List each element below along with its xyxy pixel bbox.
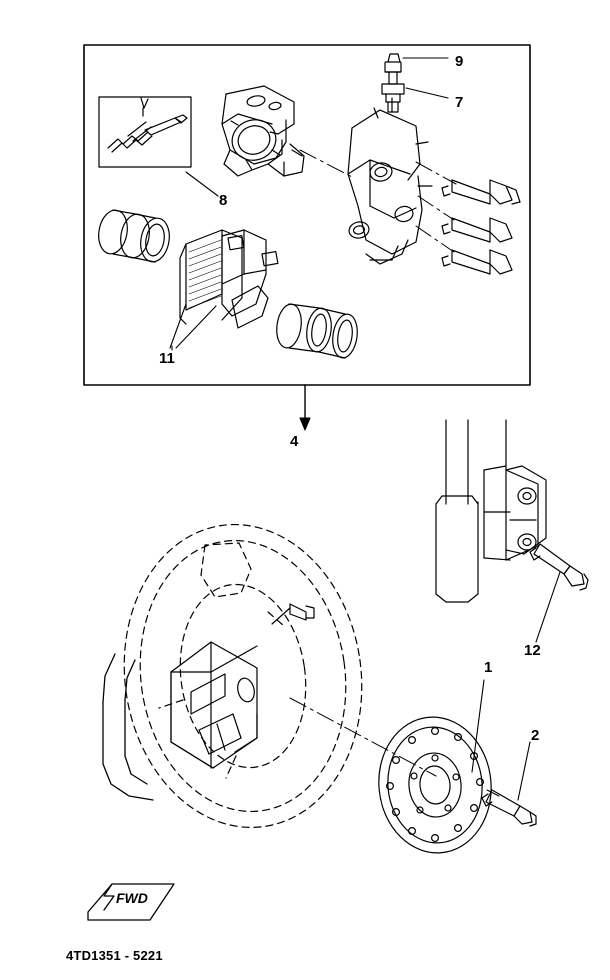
pad-hatched: [186, 230, 222, 310]
callout-7: 7: [455, 94, 464, 111]
callout-1: 1: [484, 659, 493, 676]
swingarm-bracket: [436, 420, 546, 602]
callout-2: 2: [531, 727, 540, 744]
seal-rings: [274, 303, 360, 360]
leader-lines: [170, 58, 560, 800]
fwd-label: FWD: [116, 890, 148, 906]
wheel-hidden-lines: [105, 509, 381, 843]
group-arrow-4: [300, 385, 310, 430]
callout-4: 4: [290, 433, 299, 450]
wheel-hub: [171, 642, 257, 768]
callout-9: 9: [455, 53, 464, 70]
brake-disc: [372, 712, 498, 859]
part-code: 4TD1351 - 5221: [66, 948, 163, 963]
callout-11: 11: [159, 350, 175, 367]
bleed-cap: [385, 62, 401, 72]
caliper-bolts: [442, 180, 520, 274]
disc-bolt: [482, 790, 536, 826]
mount-bolt-12: [530, 544, 588, 590]
callout-8: 8: [219, 192, 228, 209]
callout-12: 12: [524, 642, 541, 659]
pad-rings: [95, 208, 172, 264]
